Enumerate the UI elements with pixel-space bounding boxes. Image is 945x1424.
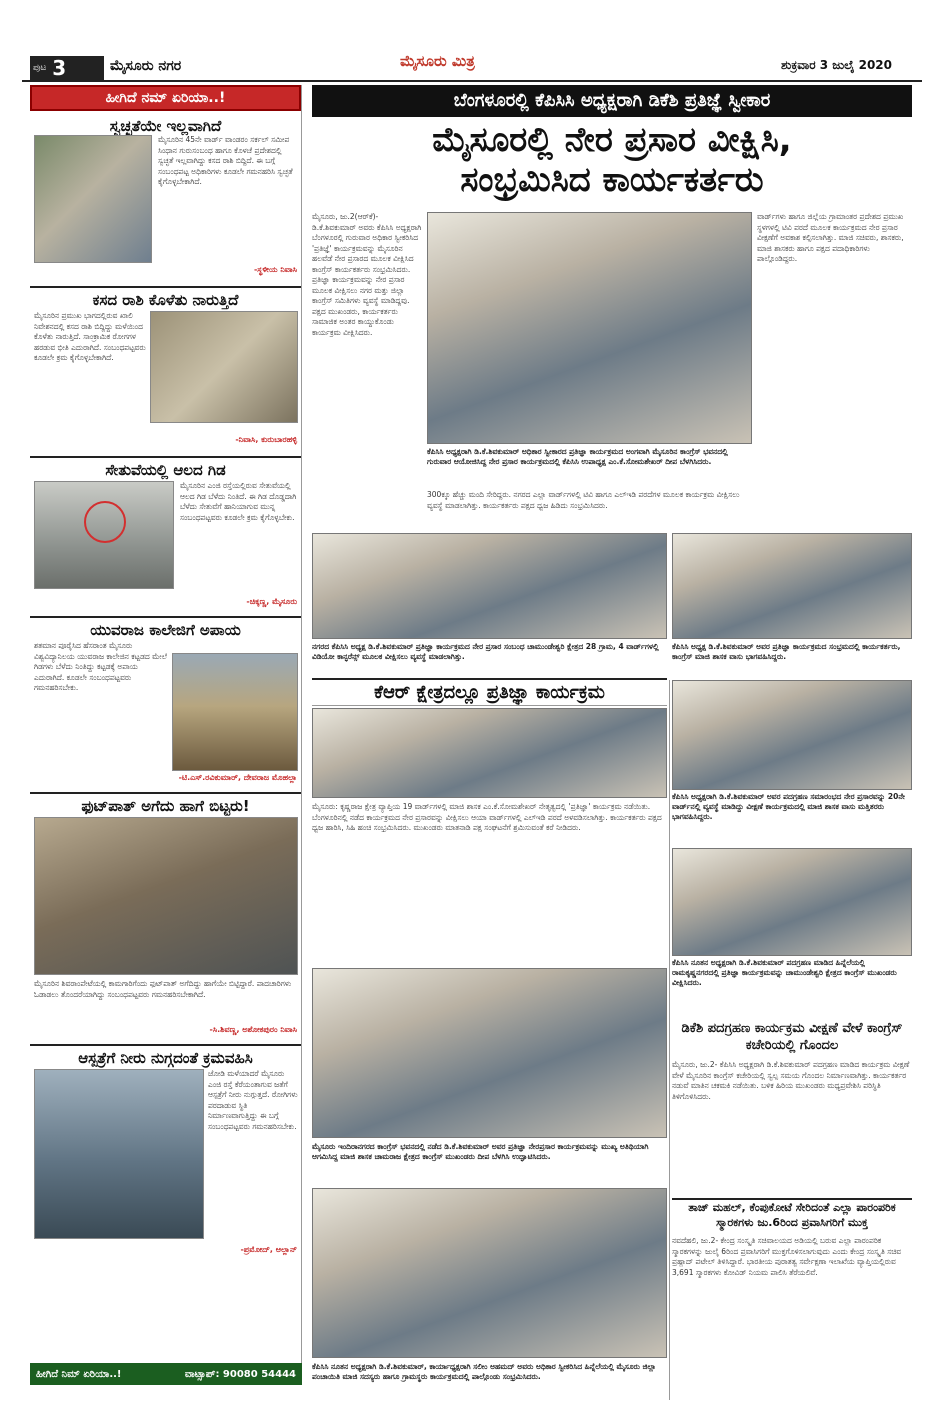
lead-body-1: ಮೈಸೂರು, ಜು.2(ಆರ್‌ಕೆ)- ಡಿ.ಕೆ.ಶಿವಕುಮಾರ್ ಅವರು ಕೆಪಿಸಿಸಿ ಅಧ್ಯಕ್ಷರಾಗಿ ಬೆಂಗಳೂರಲ್ಲಿ ಗುರುವಾರ ಅಧಿಕಾರ ಸ್ವೀಕರಿಸಿದ 'ಪ್ರತಿಜ್ಞೆ' ಕಾರ್ಯಕ್ರಮವನ್ನು ಮೈಸೂರಿನ ಹಲವೆಡೆ ನೇರ ಪ್ರಸಾರದ ಮೂಲಕ ವೀಕ್ಷಿಸಿದ ಕಾಂಗ್ರೆಸ್ ಕಾರ್ಯಕರ್ತರು ಸಂಭ್ರಮಿಸಿದರು. ಪ್ರತಿಜ್ಞಾ ಕಾರ್ಯಕ್ರಮವನ್ನು ನೇರ ಪ್ರಸಾರ ಮೂಲಕ ವೀಕ್ಷಿಸಲು ನಗರ ಮತ್ತು ಜಿಲ್ಲಾ ಕಾಂಗ್ರೆಸ್ ಸಮಿತಿಗಳು ವ್ಯವಸ್ಥೆ ಮಾಡಿದ್ದವು. ಪಕ್ಷದ ಮುಖಂಡರು, ಕಾರ್ಯಕರ್ತರು ಸಾಮಾಜಿಕ ಅಂತರ ಕಾಯ್ದುಕೊಂಡು ಕಾರ್ಯಕ್ರಮ ವೀಕ್ಷಿಸಿದರು. [312, 212, 422, 337]
column-divider [669, 680, 670, 1400]
story-photo [34, 135, 152, 263]
kr-photo [312, 708, 667, 798]
kr-caption-2: ಕೆಪಿಸಿಸಿ ನೂತನ ಅಧ್ಯಕ್ಷರಾಗಿ ಡಿ.ಕೆ.ಶಿವಕುಮಾರ್, ಕಾರ್ಯಾಧ್ಯಕ್ಷರಾಗಿ ಸಲೀಂ ಅಹಮದ್ ಅವರು ಅಧಿಕಾರ ಸ್ವೀಕರಿಸಿದ ಹಿನ್ನೆಲೆಯಲ್ಲಿ ಮೈಸೂರು ಜಿಲ್ಲಾ ಪಂಚಾಯಿತಿ ಮಾಜಿ ಸದಸ್ಯರು ಹಾಗೂ ಗ್ರಾಮಸ್ಥರು ಕಾರ್ಯಕ್ರಮದಲ್ಲಿ ಪಾಲ್ಗೊಂಡು ಸಂಭ್ರಮಿಸಿದರು. [312, 1362, 656, 1381]
story-photo [34, 481, 174, 589]
highlight-circle-icon [35, 482, 175, 590]
section-title: ಮೈಸೂರು ನಗರ [110, 58, 182, 74]
rk-nagar-photo [672, 848, 912, 956]
story-text: ಮೈಸೂರಿನ ಎಂಜಿ ರಸ್ತೆಯಲ್ಲಿರುವ ಸೇತುವೆಯಲ್ಲಿ ಆಲದ ಗಿಡ ಬೆಳೆದು ನಿಂತಿದೆ. ಈ ಗಿಡ ದೊಡ್ಡದಾಗಿ ಬೆಳೆದು ಸೇತುವೆಗೆ ಹಾನಿಯಾಗುವ ಮುನ್ನ ಸಂಬಂಧಪಟ್ಟವರು ಕೂಡಲೇ ಕ್ರಮ ಕೈಗೊಳ್ಳಬೇಕು. [180, 481, 297, 522]
kr-lamp-photo [312, 968, 667, 1138]
story-byline: -ಚಿಕ್ಕಣ್ಣ, ಮೈಸೂರು [246, 597, 297, 606]
story-headline: ಆಸ್ಪತ್ರೆಗೆ ನೀರು ನುಗ್ಗದಂತೆ ಕ್ರಮವಹಿಸಿ [30, 1044, 301, 1070]
lead-headline-line2: ಸಂಭ್ರಮಿಸಿದ ಕಾರ್ಯಕರ್ತರು [460, 160, 764, 200]
photo-supporters [672, 533, 912, 639]
whatsapp-footer [30, 1363, 302, 1385]
story-1 [30, 111, 301, 283]
story-headline: ಸೇತುವೆಯಲ್ಲಿ ಆಲದ ಗಿಡ [30, 456, 301, 482]
story-headline: ಸ್ವಚ್ಛತೆಯೇ ಇಲ್ಲವಾಗಿದೆ [109, 117, 222, 135]
lead-photo [427, 212, 752, 444]
kr-meeting-photo [312, 1188, 667, 1358]
story-4 [30, 613, 301, 789]
story-byline: -ಟಿ.ಎಸ್.ರವಿಕುಮಾರ್, ದೇವರಾಜ ಮೊಹಲ್ಲಾ [178, 773, 297, 782]
issue-date: ಶುಕ್ರವಾರ 3 ಜುಲೈ 2020 [780, 58, 892, 72]
lead-headline [312, 120, 912, 200]
kr-body: ಮೈಸೂರು: ಕೃಷ್ಣರಾಜ ಕ್ಷೇತ್ರ ವ್ಯಾಪ್ತಿಯ 19 ವಾರ್ಡ್‌ಗಳಲ್ಲಿ ಮಾಜಿ ಶಾಸಕ ಎಂ.ಕೆ.ಸೋಮಶೇಖರ್ ನೇತೃತ್ವದಲ್ಲಿ 'ಪ್ರತಿಜ್ಞಾ' ಕಾರ್ಯಕ್ರಮ ನಡೆಯಿತು. ಬೆಂಗಳೂರಿನಲ್ಲಿ ನಡೆದ ಕಾರ್ಯಕ್ರಮದ ನೇರ ಪ್ರಸಾರವನ್ನು ವೀಕ್ಷಿಸಲು ಆಯಾ ವಾರ್ಡ್‌ಗಳಲ್ಲಿ ಎಲ್‌ಇಡಿ ಪರದೆ ಅಳವಡಿಸಲಾಗಿತ್ತು. ಕಾರ್ಯಕರ್ತರು ಪಕ್ಷದ ಧ್ವಜ ಹಾರಿಸಿ, ಸಿಹಿ ಹಂಚಿ ಸಂಭ್ರಮಿಸಿದರು. ಮುಖಂಡರು ಮಾತನಾಡಿ ಪಕ್ಷ ಸಂಘಟನೆಗೆ ಶ್ರಮಿಸುವಂತೆ ಕರೆ ನೀಡಿದರು. [312, 802, 662, 832]
kr-headline: ಕೆಆರ್ ಕ್ಷೇತ್ರದಲ್ಲೂ ಪ್ರತಿಜ್ಞಾ ಕಾರ್ಯಕ್ರಮ [312, 678, 667, 706]
taj-headline: ತಾಜ್ ಮಹಲ್, ಕೆಂಪುಕೋಟೆ ಸೇರಿದಂತೆ ಎಲ್ಲಾ ಪಾರಂಪರಿಕ ಸ್ಮಾರಕಗಳು ಜು.6ರಿಂದ ಪ್ರವಾಸಿಗರಿಗೆ ಮುಕ್ತ [672, 1198, 912, 1234]
ward-photo [672, 680, 912, 790]
story-photo [34, 817, 298, 975]
lead-caption: ಕೆಪಿಸಿಸಿ ಅಧ್ಯಕ್ಷರಾಗಿ ಡಿ.ಕೆ.ಶಿವಕುಮಾರ್ ಅಧಿಕಾರ ಸ್ವೀಕಾರದ ಪ್ರತಿಜ್ಞಾ ಕಾರ್ಯಕ್ರಮದ ಅಂಗವಾಗಿ ಮೈಸೂರಿನ ಕಾಂಗ್ರೆಸ್ ಭವನದಲ್ಲಿ ಗುರುವಾರ ಆಯೋಜಿಸಿದ್ದ ನೇರ ಪ್ರಸಾರ ಕಾರ್ಯಕ್ರಮದಲ್ಲಿ ಕೆಪಿಸಿಸಿ ಉಪಾಧ್ಯಕ್ಷ ಎಂ.ಕೆ.ಸೋಮಶೇಖರ್ ದೀಪ ಬೆಳಗಿಸಿದರು. [427, 447, 728, 466]
story-byline: -ಸಿ.ಶಿವಣ್ಣ, ಅಶೋಕಪುರಂ ನಿವಾಸಿ [209, 1025, 297, 1034]
story-6 [30, 1041, 301, 1311]
story-byline: -ಸ್ಥಳೀಯ ನಿವಾಸಿ [253, 265, 297, 274]
newspaper-page [22, 40, 922, 1385]
story-text: ಮೈಸೂರಿನ 45ನೇ ವಾರ್ಡ್ ವಾಂಡರಂ ಸರ್ಕಲ್ ಸಮೀಪ ಸಿಂಧಾನ ಗುರುಸಂಬಂಧ ಹಾಗೂ ಕೊಳಚೆ ಪ್ರದೇಶದಲ್ಲಿ ಸ್ವಚ್ಛತೆ ಇಲ್ಲವಾಗಿದ್ದು ಕಸದ ರಾಶಿ ಬಿದ್ದಿದೆ. ಈ ಬಗ್ಗೆ ಸಂಬಂಧಪಟ್ಟ ಅಧಿಕಾರಿಗಳು ಕೂಡಲೇ ಗಮನಹರಿಸಿ ಸ್ವಚ್ಛತೆ ಕೈಗೊಳ್ಳಬೇಕಾಗಿದೆ. [158, 135, 293, 186]
lead-body-3: ವಾರ್ಡ್‌ಗಳು ಹಾಗೂ ಜಿಲ್ಲೆಯ ಗ್ರಾಮಾಂತರ ಪ್ರದೇಶದ ಪ್ರಮುಖ ಸ್ಥಳಗಳಲ್ಲಿ ಟಿವಿ ಪರದೆ ಮೂಲಕ ಕಾರ್ಯಕ್ರಮದ ನೇರ ಪ್ರಸಾರ ವೀಕ್ಷಣೆಗೆ ಅವಕಾಶ ಕಲ್ಪಿಸಲಾಗಿತ್ತು. ಮಾಜಿ ಸಚಿವರು, ಶಾಸಕರು, ಮಾಜಿ ಶಾಸಕರು ಹಾಗೂ ಪಕ್ಷದ ಪದಾಧಿಕಾರಿಗಳು ಪಾಲ್ಗೊಂಡಿದ್ದರು. [757, 212, 904, 263]
masthead [22, 52, 922, 82]
kr-caption: ಮೈಸೂರು ಇಂದಿರಾನಗರದ ಕಾಂಗ್ರೆಸ್ ಭವನದಲ್ಲಿ ನಡೆದ ಡಿ.ಕೆ.ಶಿವಕುಮಾರ್ ಅವರ ಪ್ರತಿಜ್ಞಾ ನೇರಪ್ರಸಾರ ಕಾರ್ಯಕ್ರಮವನ್ನು ಮುಖ್ಯ ಅತಿಥಿಯಾಗಿ ಆಗಮಿಸಿದ್ದ ಮಾಜಿ ಶಾಸಕ ಚಾಮರಾಜ ಕ್ಷೇತ್ರದ ಕಾಂಗ್ರೆಸ್ ಮುಖಂಡರು ದೀಪ ಬೆಳಗಿಸಿ ಉದ್ಘಾಟಿಸಿದರು. [312, 1142, 649, 1161]
ward-caption: ಕೆಪಿಸಿಸಿ ಅಧ್ಯಕ್ಷರಾಗಿ ಡಿ.ಕೆ.ಶಿವಕುಮಾರ್ ಅವರ ಪದಗ್ರಹಣ ಸಮಾರಂಭದ ನೇರ ಪ್ರಸಾರವನ್ನು 20ನೇ ವಾರ್ಡ್‌ನಲ್ಲಿ ವ್ಯವಸ್ಥೆ ಮಾಡಿದ್ದು ವೀಕ್ಷಣೆ ಕಾರ್ಯಕ್ರಮದಲ್ಲಿ ಮಾಜಿ ಶಾಸಕ ವಾಸು ಮತ್ತಿತರರು ಭಾಗವಹಿಸಿದ್ದರು. [672, 792, 905, 821]
story-headline: ಕಸದ ರಾಶಿ ಕೊಳೆತು ನಾರುತ್ತಿದೆ [30, 286, 301, 312]
footer-whatsapp: ವಾಟ್ಸಾಪ್: 90080 54444 [184, 1368, 296, 1380]
story-photo [34, 1069, 204, 1239]
story-3 [30, 453, 301, 613]
lead-kicker: ಬೆಂಗಳೂರಲ್ಲಿ ಕೆಪಿಸಿಸಿ ಅಧ್ಯಕ್ಷರಾಗಿ ಡಿಕೆಶಿ ಪ್ರತಿಜ್ಞೆ ಸ್ವೀಕಾರ [312, 85, 912, 117]
area-banner: ಹೀಗಿದೆ ನಮ್ ಏರಿಯಾ..! [30, 85, 301, 111]
story-byline: -ನಿವಾಸಿ, ಕುರುಬಾರಹಳ್ಳಿ [235, 435, 297, 444]
taj-body: ನವದೆಹಲಿ, ಜು.2- ಕೇಂದ್ರ ಸಂಸ್ಕೃತಿ ಸಚಿವಾಲಯದ ಅಡಿಯಲ್ಲಿ ಬರುವ ಎಲ್ಲಾ ಪಾರಂಪರಿಕ ಸ್ಮಾರಕಗಳನ್ನು ಜುಲೈ 6ರಿಂದ ಪ್ರವಾಸಿಗರಿಗೆ ಮುಕ್ತಗೊಳಿಸಲಾಗುವುದು ಎಂದು ಕೇಂದ್ರ ಸಂಸ್ಕೃತಿ ಸಚಿವ ಪ್ರಹ್ಲಾದ್ ಪಟೇಲ್ ತಿಳಿಸಿದ್ದಾರೆ. ಭಾರತೀಯ ಪುರಾತತ್ವ ಸರ್ವೇಕ್ಷಣಾ ಇಲಾಖೆಯ ವ್ಯಾಪ್ತಿಯಲ್ಲಿರುವ 3,691 ಸ್ಮಾರಕಗಳು ಕೋವಿಡ್ ನಿಯಮ ಪಾಲಿಸಿ ತೆರೆಯಲಿವೆ. [672, 1236, 902, 1277]
confusion-headline: ಡಿಕೆಶಿ ಪದಗ್ರಹಣ ಕಾರ್ಯಕ್ರಮ ವೀಕ್ಷಣೆ ವೇಳೆ ಕಾಂಗ್ರೆಸ್ ಕಚೇರಿಯಲ್ಲಿ ಗೊಂದಲ [681, 1021, 903, 1053]
page-number: 3 [52, 56, 67, 80]
confusion-body: ಮೈಸೂರು, ಜು.2- ಕೆಪಿಸಿಸಿ ಅಧ್ಯಕ್ಷರಾಗಿ ಡಿ.ಕೆ.ಶಿವಕುಮಾರ್ ಪದಗ್ರಹಣ ಮಾಡಿದ ಕಾರ್ಯಕ್ರಮ ವೀಕ್ಷಣೆ ವೇಳೆ ಮೈಸೂರಿನ ಕಾಂಗ್ರೆಸ್ ಕಚೇರಿಯಲ್ಲಿ ಸ್ವಲ್ಪ ಸಮಯ ಗೊಂದಲ ನಿರ್ಮಾಣವಾಗಿತ್ತು. ಕಾರ್ಯಕರ್ತರ ನಡುವೆ ಮಾತಿನ ಚಕಮಕಿ ನಡೆಯಿತು. ಬಳಿಕ ಹಿರಿಯ ಮುಖಂಡರು ಮಧ್ಯಪ್ರವೇಶಿಸಿ ಪರಿಸ್ಥಿತಿ ತಿಳಿಗೊಳಿಸಿದರು. [672, 1060, 910, 1101]
rk-nagar-caption: ಕೆಪಿಸಿಸಿ ನೂತನ ಅಧ್ಯಕ್ಷರಾಗಿ ಡಿ.ಕೆ.ಶಿವಕುಮಾರ್ ಪದಗ್ರಹಣ ಮಾಡಿದ ಹಿನ್ನೆಲೆಯಲ್ಲಿ ರಾಮಕೃಷ್ಣನಗರದಲ್ಲಿ ಪ್ರತಿಜ್ಞಾ ಕಾರ್ಯಕ್ರಮವನ್ನು ಚಾಮುಂಡೇಶ್ವರಿ ಕ್ಷೇತ್ರದ ಕಾಂಗ್ರೆಸ್ ಮುಖಂಡರು ವೀಕ್ಷಿಸಿದರು. [672, 958, 897, 987]
caption-supporters: ಕೆಪಿಸಿಸಿ ಅಧ್ಯಕ್ಷ ಡಿ.ಕೆ.ಶಿವಕುಮಾರ್ ಅವರ ಪ್ರತಿಜ್ಞಾ ಕಾರ್ಯಕ್ರಮದ ಸಂಭ್ರಮದಲ್ಲಿ ಕಾರ್ಯಕರ್ತರು, ಕಾಂಗ್ರೆಸ್ ಮಾಜಿ ಶಾಸಕ ವಾಸು ಭಾಗವಹಿಸಿದ್ದರು. [672, 642, 901, 661]
story-5 [30, 789, 301, 1041]
lead-body-2: 300ಕ್ಕೂ ಹೆಚ್ಚು ಮಂದಿ ಸೇರಿದ್ದರು. ನಗರದ ಎಲ್ಲಾ ವಾರ್ಡ್‌ಗಳಲ್ಲಿ ಟಿವಿ ಹಾಗೂ ಎಲ್‌ಇಡಿ ಪರದೆಗಳ ಮೂಲಕ ಕಾರ್ಯಕ್ರಮ ವೀಕ್ಷಿಸಲು ವ್ಯವಸ್ಥೆ ಮಾಡಲಾಗಿತ್ತು. ಕಾರ್ಯಕರ್ತರು ಪಕ್ಷದ ಧ್ವಜ ಹಿಡಿದು ಸಂಭ್ರಮಿಸಿದರು. [427, 490, 740, 510]
page-number-box [30, 56, 104, 80]
story-headline: ಯುವರಾಜ ಕಾಲೇಜಿಗೆ ಅಪಾಯ [30, 616, 301, 642]
story-text: ಮೈಸೂರಿನ ಶಿವರಾಂಪೇಟೆಯಲ್ಲಿ ಕಾಮಗಾರಿಗೆಂದು ಫುಟ್‌ಪಾತ್ ಅಗೆದಿದ್ದು ಹಾಗೆಯೇ ಬಿಟ್ಟಿದ್ದಾರೆ. ಪಾದಚಾರಿಗಳು ಓಡಾಡಲು ತೊಂದರೆಯಾಗಿದ್ದು ಸಂಬಂಧಪಟ್ಟವರು ಗಮನಹರಿಸಬೇಕಾಗಿದೆ. [34, 979, 292, 999]
story-headline: ಫುಟ್‌ಪಾತ್ ಅಗೆದು ಹಾಗೆ ಬಿಟ್ಟರು! [30, 792, 301, 818]
caption-vc: ನಗರದ ಕೆಪಿಸಿಸಿ ಅಧ್ಯಕ್ಷ ಡಿ.ಕೆ.ಶಿವಕುಮಾರ್ ಪ್ರತಿಜ್ಞಾ ಕಾರ್ಯಕ್ರಮದ ನೇರ ಪ್ರಸಾರ ಸಂಬಂಧ ಚಾಮುಂಡೇಶ್ವರಿ ಕ್ಷೇತ್ರದ 28 ಗ್ರಾಮ, 4 ವಾರ್ಡ್‌ಗಳಲ್ಲಿ ವಿಡಿಯೋ ಕಾನ್ಫರೆನ್ಸ್ ಮೂಲಕ ವೀಕ್ಷಿಸಲು ವ್ಯವಸ್ಥೆ ಮಾಡಲಾಗಿತ್ತು. [312, 642, 659, 661]
story-photo [150, 311, 298, 423]
left-column [30, 85, 302, 1385]
story-text: ಶತಮಾನ ಪೂರೈಸಿದ ಹೆಸರಾಂತ ಮೈಸೂರು ವಿಶ್ವವಿದ್ಯಾನಿಲಯ ಯುವರಾಜ ಕಾಲೇಜಿನ ಕಟ್ಟಡದ ಮೇಲೆ ಗಿಡಗಳು ಬೆಳೆದು ನಿಂತಿದ್ದು ಕಟ್ಟಡಕ್ಕೆ ಅಪಾಯ ಎದುರಾಗಿದೆ. ಕೂಡಲೇ ಸಂಬಂಧಪಟ್ಟವರು ಗಮನಹರಿಸಬೇಕು. [34, 641, 167, 692]
story-photo [172, 653, 298, 771]
page-label: ಪುಟ [33, 63, 47, 73]
lead-headline-line1: ಮೈಸೂರಲ್ಲಿ ನೇರ ಪ್ರಸಾರ ವೀಕ್ಷಿಸಿ, [432, 120, 792, 160]
story-text: ಮೈಸೂರಿನ ಪ್ರಮುಖ ಭಾಗದಲ್ಲಿರುವ ಖಾಲಿ ನಿವೇಶನದಲ್ಲಿ ಕಸದ ರಾಶಿ ಬಿದ್ದಿದ್ದು ಮಳೆಯಿಂದ ಕೊಳೆತು ನಾರುತ್ತಿದೆ. ಸಾಂಕ್ರಾಮಿಕ ರೋಗಗಳ ಹರಡುವ ಭೀತಿ ಎದುರಾಗಿದೆ. ಸಂಬಂಧಪಟ್ಟವರು ಕೂಡಲೇ ಕ್ರಮ ಕೈಗೊಳ್ಳಬೇಕಾಗಿದೆ. [34, 311, 146, 362]
paper-name: ಮೈಸೂರು ಮಿತ್ರ [400, 52, 475, 70]
footer-label: ಹೀಗಿದೆ ನಿಮ್ ಏರಿಯಾ..! [36, 1368, 122, 1380]
photo-vc [312, 533, 667, 639]
story-text: ಜೋಡಿ ಮಳೆಯಾದರೆ ಮೈಸೂರು ಎಂಜಿ ರಸ್ತೆ ಕೆರೆಯಂತಾಗುವ ಜತೆಗೆ ಆಸ್ಪತ್ರೆಗೆ ನೀರು ನುಗ್ಗುತ್ತದೆ. ರೋಗಿಗಳು ಪರದಾಡುವ ಸ್ಥಿತಿ ನಿರ್ಮಾಣವಾಗುತ್ತಿದ್ದು ಈ ಬಗ್ಗೆ ಸಂಬಂಧಪಟ್ಟವರು ಗಮನಹರಿಸಬೇಕು. [208, 1069, 298, 1131]
story-byline: -ಪ್ರಮೋದ್, ಆಲ್ಲಾನ್ [240, 1245, 297, 1254]
story-2 [30, 283, 301, 453]
